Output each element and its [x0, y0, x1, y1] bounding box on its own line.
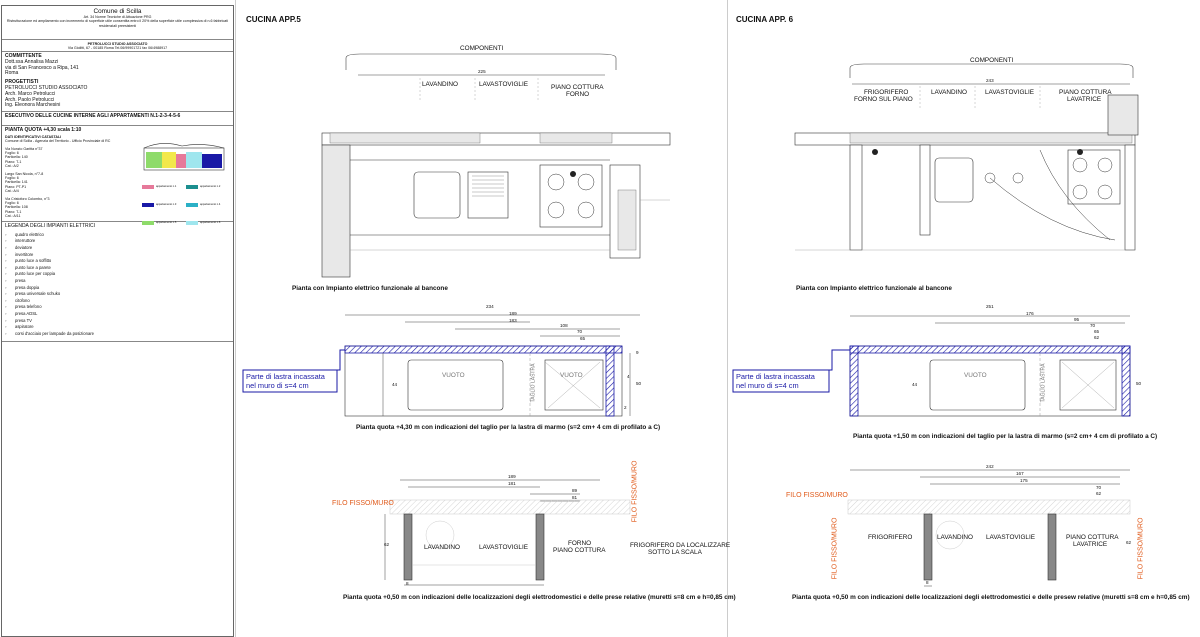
- right-label-frigorifero: FRIGORIFERO: [864, 89, 909, 96]
- left-title: CUCINA APP.5: [246, 15, 301, 24]
- committente-line: Dott.ssa Annalisa Mazzi: [5, 58, 59, 65]
- left-label3-lavandino: LAVANDINO: [424, 544, 460, 551]
- left-label3-sotto-scala: SOTTO LA SCALA: [648, 549, 702, 556]
- left-caption-3: Pianta quota +0,50 m con indicazioni delle localizzazioni degli elettrodomestici e delle prese relative (muretti s=8 cm e h=0,85 cm): [343, 594, 736, 601]
- legend-item-label: presa ADSL: [15, 310, 38, 316]
- right-components-label: COMPONENTI: [970, 57, 1014, 64]
- address-line: Via Nunzio Garitta n°37: [5, 146, 43, 151]
- right-dim-65: 65: [1094, 329, 1100, 334]
- project-title: ESECUTIVO DELLE CUCINE INTERNE AGLI APPARTAMENTI N.1-2-3-4-5-6: [5, 113, 181, 119]
- legend-symbol-icon: ◦: [5, 277, 7, 283]
- right-dim-70: 70: [1090, 323, 1096, 328]
- left-dim-189: 189: [509, 311, 517, 316]
- legend-symbol-icon: ◦: [5, 238, 7, 244]
- address-line: Piano: PT-P1: [5, 184, 27, 189]
- left-dim-65: 65: [580, 336, 586, 341]
- address-line: Foglio: 6: [5, 201, 19, 206]
- legend-item-label: presa TV: [15, 317, 32, 323]
- left-taglio-lastra: TAGLIO LASTRA: [530, 363, 537, 403]
- legend-item-label: punto luce a parete: [15, 264, 51, 270]
- left-dim-108: 108: [560, 323, 568, 328]
- progettisti-line: PETROLUCCI STUDIO ASSOCIATO: [5, 84, 88, 91]
- legend-symbol-icon: ◦: [5, 264, 7, 270]
- right-dim-95: 95: [1074, 317, 1080, 322]
- left-label-piano-cottura: PIANO COTTURA: [551, 84, 604, 91]
- left-label3-piano-cottura: PIANO COTTURA: [553, 547, 606, 554]
- legend-item-label: interruttore: [15, 238, 36, 244]
- address-line: Cat.: A/4: [5, 189, 19, 194]
- legend-item-label: deviatore: [15, 244, 33, 250]
- legend-item-label: punto luce per coppia: [15, 271, 56, 277]
- right-taglio-lastra: TAGLIO LASTRA: [1040, 363, 1047, 403]
- right-label-lavandino: LAVANDINO: [931, 89, 967, 96]
- progettisti-label: PROGETTISTI: [5, 79, 39, 86]
- right-label-piano-cottura: PIANO COTTURA: [1059, 89, 1112, 96]
- progettisti-line: Arch. Marco Petrolucci: [5, 90, 56, 97]
- legend-symbol-icon: ◦: [5, 291, 7, 297]
- swatch-label: appartamento n.3: [156, 202, 177, 206]
- left-dim-2: 2: [624, 405, 627, 410]
- right-dim-176: 176: [1026, 311, 1034, 316]
- right-dim-62: 62: [1094, 335, 1100, 340]
- legend-item-label: citofono: [15, 297, 30, 303]
- address-line: Foglio: 6: [5, 151, 19, 156]
- right-note-line-1: Parte di lastra incassata: [736, 372, 815, 381]
- municipality: Comune di Scilla: [93, 8, 142, 15]
- tb-subtitle-1: Art. 34 Norme Tecniche di Attuazione PRG: [83, 15, 152, 19]
- address-line: Piano: T-1: [5, 159, 22, 164]
- legend-item-label: aspiratore: [15, 324, 34, 330]
- left-dim-9: 9: [636, 350, 639, 355]
- legend-title: LEGENDA DEGLI IMPIANTI ELETTRICI: [5, 223, 96, 229]
- legend-item-label: punto luce a soffitto: [15, 258, 52, 264]
- left-components-label: COMPONENTI: [460, 45, 504, 52]
- left-label-lavandino: LAVANDINO: [422, 81, 458, 88]
- left-dim3-89: 89: [572, 488, 578, 493]
- left-dim3-8: 8: [406, 581, 409, 586]
- right-dim-44: 44: [912, 382, 918, 387]
- swatch-label: appartamento n.2: [200, 184, 221, 188]
- left-note-line-2: nel muro di s=4 cm: [246, 381, 309, 390]
- legend-symbol-icon: ◦: [5, 324, 7, 330]
- right-caption-1: Pianta con Impianto elettrico funzionale al bancone: [796, 285, 952, 292]
- right-note: [736, 372, 815, 390]
- legend-symbol-icon: ◦: [5, 271, 7, 277]
- right-filo-vertical-right: FILO FISSO/MURO: [1137, 517, 1145, 580]
- left-filo-vertical: FILO FISSO/MURO: [631, 460, 639, 523]
- swatch-label: appartamento n.5: [156, 220, 177, 224]
- left-caption-2: Pianta quota +4,30 m con indicazioni del taglio per la lastra di marmo (s=2 cm+ 4 cm di profilato a C): [356, 424, 661, 431]
- left-label3-lavastoviglie: LAVASTOVIGLIE: [479, 544, 529, 551]
- address-line: Particella: 140: [5, 155, 28, 160]
- address-line: Foglio: 6: [5, 176, 19, 181]
- left-label3-forno: FORNO: [568, 540, 592, 547]
- right-caption-2: Pianta quota +1,50 m con indicazioni del taglio per la lastra di marmo (s=2 cm+ 4 cm di profilato a C): [853, 433, 1158, 440]
- right-label-lavatrice: LAVATRICE: [1067, 96, 1102, 103]
- committente-line: Roma: [5, 70, 19, 77]
- right-dim3-62b: 62: [1126, 540, 1132, 545]
- legend-symbol-icon: ◦: [5, 317, 7, 323]
- legend-symbol-icon: ◦: [5, 284, 7, 290]
- right-title: CUCINA APP. 6: [736, 15, 794, 24]
- left-dim-4: 4: [627, 374, 630, 379]
- left-filo-horizontal: FILO FISSO/MURO: [332, 500, 394, 507]
- address-line: Particella: 108: [5, 205, 28, 210]
- left-dim3-81: 81: [572, 495, 578, 500]
- legend-item-label: presa telefono: [15, 304, 42, 310]
- left-caption-1: Pianta con Impianto elettrico funzionale al bancone: [292, 285, 448, 292]
- right-dim-251: 251: [986, 304, 994, 309]
- swatch-label: appartamento n.1: [156, 184, 177, 188]
- progettisti-line: Ing. Eleonora Marchesini: [5, 102, 61, 109]
- address-line: Largo San Nicola, n°7-8: [5, 171, 44, 176]
- left-dim-234: 234: [486, 304, 494, 309]
- right-dim3-70: 70: [1096, 485, 1102, 490]
- right-filo-horizontal: FILO FISSO/MURO: [786, 492, 848, 499]
- committente-label: COMMITTENTE: [5, 53, 42, 59]
- right-dim-50: 50: [1136, 381, 1142, 386]
- legend-symbol-icon: ◦: [5, 258, 7, 264]
- right-label3-lavatrice: LAVATRICE: [1073, 541, 1108, 548]
- right-filo-vertical-left: FILO FISSO/MURO: [831, 517, 839, 580]
- address-line: Via Cristoforo Colombo, n°3: [5, 196, 50, 201]
- right-dim-top: 243: [986, 78, 994, 83]
- swatch-label: appartamento n.4: [200, 202, 221, 206]
- right-label-lavastoviglie: LAVASTOVIGLIE: [985, 89, 1035, 96]
- legend-item-label: invertitore: [15, 251, 34, 257]
- legend-symbol-icon: ◦: [5, 297, 7, 303]
- left-dim-44: 44: [392, 382, 398, 387]
- legend-symbol-icon: ◦: [5, 304, 7, 310]
- left-vuoto-2: VUOTO: [560, 372, 583, 379]
- left-dim3-62: 62: [384, 542, 390, 547]
- cadastral-sub: Comune di Scilla - Agenzia del Territorio - Ufficio Provinciale di RC: [5, 139, 111, 144]
- legend-symbol-icon: ◦: [5, 330, 7, 336]
- legend-symbol-icon: ◦: [5, 251, 7, 257]
- studio-header: PETROLUCCI STUDIO ASSOCIATO: [87, 42, 148, 46]
- left-label3-frigorifero: FRIGORIFERO DA LOCALIZZARE: [630, 542, 731, 549]
- tb-subtitle-2: Ristrutturazione ed ampliamento con incremento di superficie utile consentita entro il 20% della superficie utile complessiva di n.6 fabbricati residenziali preesistenti: [6, 19, 229, 28]
- swatch-label: appartamento n.6: [200, 220, 221, 224]
- legend-item-label: presa universale schuko: [15, 291, 61, 297]
- left-dim-50: 50: [636, 381, 642, 386]
- right-label-forno-sul-piano: FORNO SUL PIANO: [854, 96, 913, 103]
- plan-label: PIANTA QUOTA +4,30 scala 1:10: [5, 127, 82, 133]
- left-vuoto-1: VUOTO: [442, 372, 465, 379]
- right-note-line-2: nel muro di s=4 cm: [736, 381, 799, 390]
- legend-symbol-icon: ◦: [5, 231, 7, 237]
- right-dim3-8: 8: [926, 580, 929, 585]
- legend-item-label: corsi d'acciaio per lampade da posizionare: [15, 330, 95, 336]
- address-line: Piano: T-1: [5, 209, 22, 214]
- progettisti-line: Arch. Paolo Petrolucci: [5, 96, 55, 103]
- left-dim-70: 70: [577, 329, 583, 334]
- right-label3-lavastoviglie: LAVASTOVIGLIE: [986, 534, 1036, 541]
- legend-item-label: quadro elettrico: [15, 231, 44, 237]
- right-vuoto: VUOTO: [964, 372, 987, 379]
- legend-item-label: presa doppia: [15, 284, 40, 290]
- right-dim3-242: 242: [986, 464, 994, 469]
- right-dim3-175: 175: [1020, 478, 1028, 483]
- address-line: Cat.: A/2: [5, 164, 19, 169]
- studio-address: Via Giolitti, 67 - 00185 Roma Tel.06/99901721 fax 06/4988917: [67, 46, 168, 51]
- right-label3-piano-cottura: PIANO COTTURA: [1066, 534, 1119, 541]
- legend-item-label: presa: [15, 277, 26, 283]
- legend-symbol-icon: ◦: [5, 310, 7, 316]
- right-dim3-167: 167: [1016, 471, 1024, 476]
- right-dim3-62: 62: [1096, 491, 1102, 496]
- left-label-forno: FORNO: [566, 91, 590, 98]
- right-label3-frigorifero: FRIGORIFERO: [868, 534, 913, 541]
- address-line: Particella: 141: [5, 180, 28, 185]
- cadastral-label: DATI IDENTIFICATIVI CATASTALI: [5, 134, 62, 139]
- left-dim3-189: 189: [508, 474, 516, 479]
- address-line: Cat.: A/11: [5, 214, 21, 219]
- left-dim-top: 225: [478, 69, 486, 74]
- left-label-lavastoviglie: LAVASTOVIGLIE: [479, 81, 529, 88]
- legend-symbol-icon: ◦: [5, 244, 7, 250]
- committente-line: via di San Francesco a Ripa, 141: [5, 64, 79, 71]
- right-label3-lavandino: LAVANDINO: [937, 534, 973, 541]
- right-caption-3: Pianta quota +0,50 m con indicazioni delle localizzazioni degli elettrodomestici e delle presew relative (muretti s=8 cm e h=0,85 cm): [792, 594, 1190, 601]
- left-note-line-1: Parte di lastra incassata: [246, 372, 325, 381]
- left-dim3-181: 181: [508, 481, 516, 486]
- left-dim-183: 183: [509, 318, 517, 323]
